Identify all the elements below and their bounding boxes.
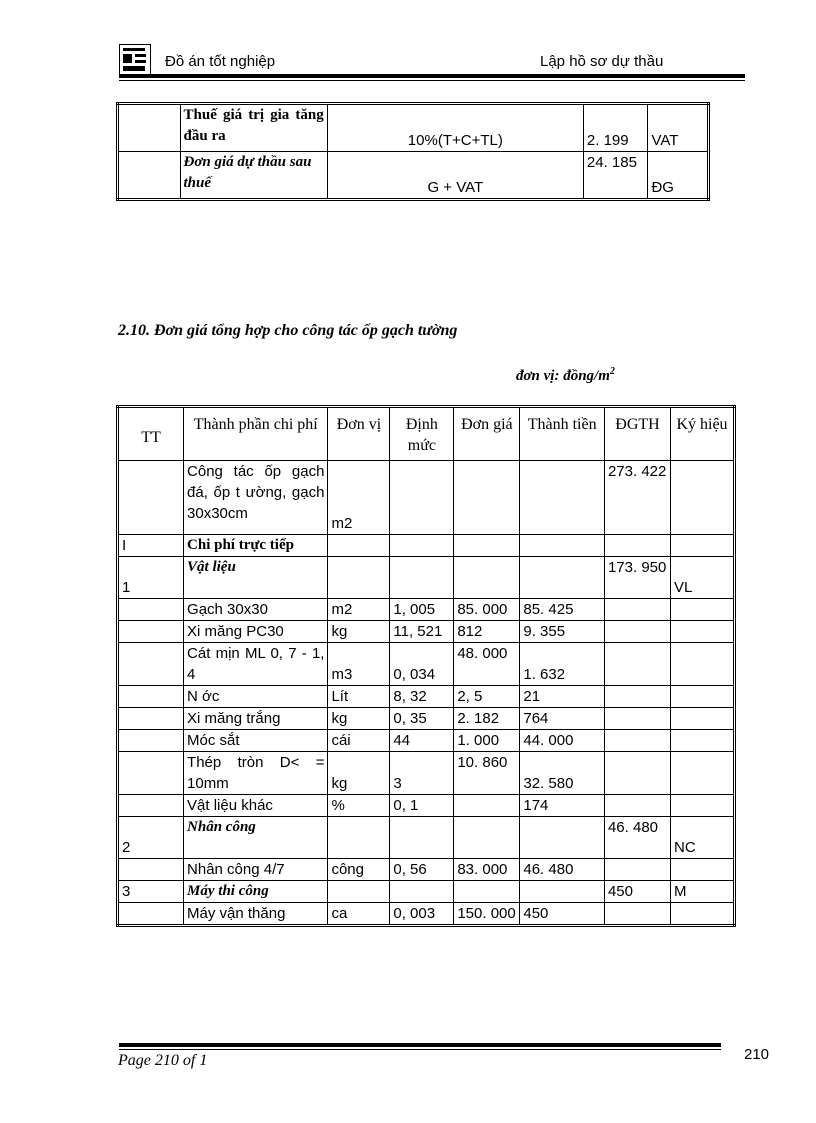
table-row (118, 903, 735, 926)
cell-total (604, 535, 670, 557)
cell-amount (520, 557, 605, 599)
cell-component: Cát mịn ML 0, 7 - 1, 4 (184, 643, 328, 686)
cell-total (604, 903, 670, 926)
cell-norm (390, 817, 454, 859)
header-right-title: Lập hồ sơ dự thầu (540, 53, 664, 70)
cell-symbol (671, 643, 735, 686)
cell-symbol (671, 859, 735, 881)
cell-norm: 8, 32 (390, 686, 454, 708)
cell-amount (520, 461, 605, 535)
cell-tt (118, 461, 184, 535)
header-rule-thin (119, 80, 745, 81)
cell-unit: m2 (328, 599, 390, 621)
cell-norm: 0, 35 (390, 708, 454, 730)
table-row (118, 104, 709, 152)
cell-symbol (671, 708, 735, 730)
vat-label: Thuế giá trị gia tăng đầu ra (180, 104, 327, 152)
cell-amount: 764 (520, 708, 605, 730)
cell-amount: 44. 000 (520, 730, 605, 752)
cell-unit: Lít (328, 686, 390, 708)
table-row (118, 686, 735, 708)
cell-component: Móc sắt (184, 730, 328, 752)
cell-unit (328, 557, 390, 599)
cell-tt (118, 686, 184, 708)
table-row (118, 708, 735, 730)
cell-unit: m2 (328, 461, 390, 535)
cell-total (604, 621, 670, 643)
cell-component: Xi măng PC30 (184, 621, 328, 643)
cell-total (604, 643, 670, 686)
unit-label (516, 366, 615, 385)
cell-symbol: VL (671, 557, 735, 599)
bid-price-value: 24. 185 (583, 152, 648, 200)
cell-amount (520, 881, 605, 903)
cell-total (604, 795, 670, 817)
cell-total (604, 686, 670, 708)
cell-component: Chi phí trực tiếp (184, 535, 328, 557)
cell-tt (118, 795, 184, 817)
table-row (118, 557, 735, 599)
cell-amount (520, 817, 605, 859)
cell-tt (118, 621, 184, 643)
cell-tt (118, 708, 184, 730)
cell-unit (328, 817, 390, 859)
unit-text: đơn vị: đồng/m (516, 368, 610, 384)
col-header-tt: TT (118, 407, 184, 461)
cell-norm: 0, 1 (390, 795, 454, 817)
table-row (118, 859, 735, 881)
cell-unit (328, 535, 390, 557)
col-header-unit-price: Đơn giá (454, 407, 520, 461)
table-row (118, 795, 735, 817)
vat-formula: 10%(T+C+TL) (327, 104, 583, 152)
cell-symbol (671, 461, 735, 535)
cell-component: Thép tròn D< = 10mm (184, 752, 328, 795)
col-header-unit: Đơn vị (328, 407, 390, 461)
header-rule (119, 74, 745, 78)
cell-symbol (671, 730, 735, 752)
cell-symbol (671, 686, 735, 708)
cell-tt (118, 903, 184, 926)
col-header-norm: Định mức (390, 407, 454, 461)
footer-rule-thin (119, 1049, 721, 1050)
table-row (118, 535, 735, 557)
col-header-component: Thành phần chi phí (184, 407, 328, 461)
school-logo-icon (119, 44, 151, 76)
cell-amount: 174 (520, 795, 605, 817)
cell-symbol: M (671, 881, 735, 903)
cell-unit-price (454, 461, 520, 535)
cell-norm (390, 461, 454, 535)
cell-total (604, 859, 670, 881)
cell-unit-price: 2. 182 (454, 708, 520, 730)
cell-tt (118, 643, 184, 686)
cell-tt (118, 730, 184, 752)
vat-value: 2. 199 (583, 104, 648, 152)
cell-tt: 2 (118, 817, 184, 859)
cell-component: Vật liệu (184, 557, 328, 599)
cell-component: Máy vận thăng (184, 903, 328, 926)
table-row (118, 752, 735, 795)
cell-amount: 85. 425 (520, 599, 605, 621)
vat-symbol: VAT (648, 104, 709, 152)
cell-norm: 0, 034 (390, 643, 454, 686)
section-title: 2.10. Đơn giá tổng hợp cho công tác ốp gạch tường (118, 322, 458, 339)
cell-norm: 3 (390, 752, 454, 795)
cell-symbol (671, 535, 735, 557)
cell-total: 273. 422 (604, 461, 670, 535)
cost-table (116, 405, 736, 927)
cell-unit-price: 48. 000 (454, 643, 520, 686)
cell-unit-price: 812 (454, 621, 520, 643)
cell-unit: cái (328, 730, 390, 752)
cell-component: Gạch 30x30 (184, 599, 328, 621)
cell-total (604, 599, 670, 621)
page-label: Page 210 of 1 (118, 1052, 208, 1069)
bid-price-symbol: ĐG (648, 152, 709, 200)
bid-price-formula: G + VAT (327, 152, 583, 200)
cell-component: Máy thi công (184, 881, 328, 903)
col-header-amount: Thành tiền (520, 407, 605, 461)
cell-symbol: NC (671, 817, 735, 859)
cell-tt: 3 (118, 881, 184, 903)
cell-tt: 1 (118, 557, 184, 599)
cell-amount: 9. 355 (520, 621, 605, 643)
cell-component: Vật liệu khác (184, 795, 328, 817)
unit-superscript: 2 (609, 366, 615, 377)
cell-unit-price (454, 795, 520, 817)
header-left-title: Đồ án tốt nghiệp (165, 53, 276, 70)
cell-total (604, 752, 670, 795)
cell-unit-price: 10. 860 (454, 752, 520, 795)
cell-norm (390, 881, 454, 903)
cell-unit-price: 83. 000 (454, 859, 520, 881)
col-header-symbol: Ký hiệu (671, 407, 735, 461)
cell-total: 173. 950 (604, 557, 670, 599)
table-header-row (118, 407, 735, 461)
cell-tt (118, 599, 184, 621)
cell-unit: công (328, 859, 390, 881)
cell-tt (118, 859, 184, 881)
table-row (118, 817, 735, 859)
cell-unit: ca (328, 903, 390, 926)
cell-unit (328, 881, 390, 903)
cell-unit-price (454, 557, 520, 599)
cell-amount: 46. 480 (520, 859, 605, 881)
table-row (118, 152, 709, 200)
cell-unit: kg (328, 752, 390, 795)
footer-rule (119, 1043, 721, 1047)
cell-symbol (671, 903, 735, 926)
cell-unit: kg (328, 621, 390, 643)
cell-amount: 21 (520, 686, 605, 708)
cell-norm: 0, 56 (390, 859, 454, 881)
cell-total: 450 (604, 881, 670, 903)
cell-tt: I (118, 535, 184, 557)
cell-component: N ớc (184, 686, 328, 708)
table-row (118, 461, 735, 535)
cell-component: Xi măng trắng (184, 708, 328, 730)
page-number: 210 (744, 1046, 770, 1063)
cell-unit-price (454, 881, 520, 903)
cell-symbol (671, 621, 735, 643)
cell-symbol (671, 795, 735, 817)
cell-unit-price: 2, 5 (454, 686, 520, 708)
table-row (118, 621, 735, 643)
cell-tt (118, 752, 184, 795)
cell-unit: kg (328, 708, 390, 730)
cell-norm: 44 (390, 730, 454, 752)
col-header-total: ĐGTH (604, 407, 670, 461)
cell-total: 46. 480 (604, 817, 670, 859)
cell-norm: 1, 005 (390, 599, 454, 621)
cell-symbol (671, 599, 735, 621)
cell-unit-price (454, 535, 520, 557)
cell-unit: m3 (328, 643, 390, 686)
cell-unit-price: 1. 000 (454, 730, 520, 752)
cell-unit-price: 85. 000 (454, 599, 520, 621)
cell-component: Nhân công (184, 817, 328, 859)
cell-amount (520, 535, 605, 557)
cell-total (604, 708, 670, 730)
table-row (118, 643, 735, 686)
table-row (118, 730, 735, 752)
cell-norm: 0, 003 (390, 903, 454, 926)
cell-amount: 1. 632 (520, 643, 605, 686)
cell-unit: % (328, 795, 390, 817)
cell-unit-price (454, 817, 520, 859)
cell-total (604, 730, 670, 752)
cell-component: Công tác ốp gạch đá, ốp t ường, gạch 30x30cm (184, 461, 328, 535)
cell-amount: 32. 580 (520, 752, 605, 795)
cell-norm: 11, 521 (390, 621, 454, 643)
cell-amount: 450 (520, 903, 605, 926)
cell-component: Nhân công 4/7 (184, 859, 328, 881)
cell-norm (390, 557, 454, 599)
table-row (118, 599, 735, 621)
cell-unit-price: 150. 000 (454, 903, 520, 926)
vat-table (116, 102, 710, 201)
bid-price-label: Đơn giá dự thầu sau thuế (180, 152, 327, 200)
cell-norm (390, 535, 454, 557)
cell-symbol (671, 752, 735, 795)
table-row (118, 881, 735, 903)
